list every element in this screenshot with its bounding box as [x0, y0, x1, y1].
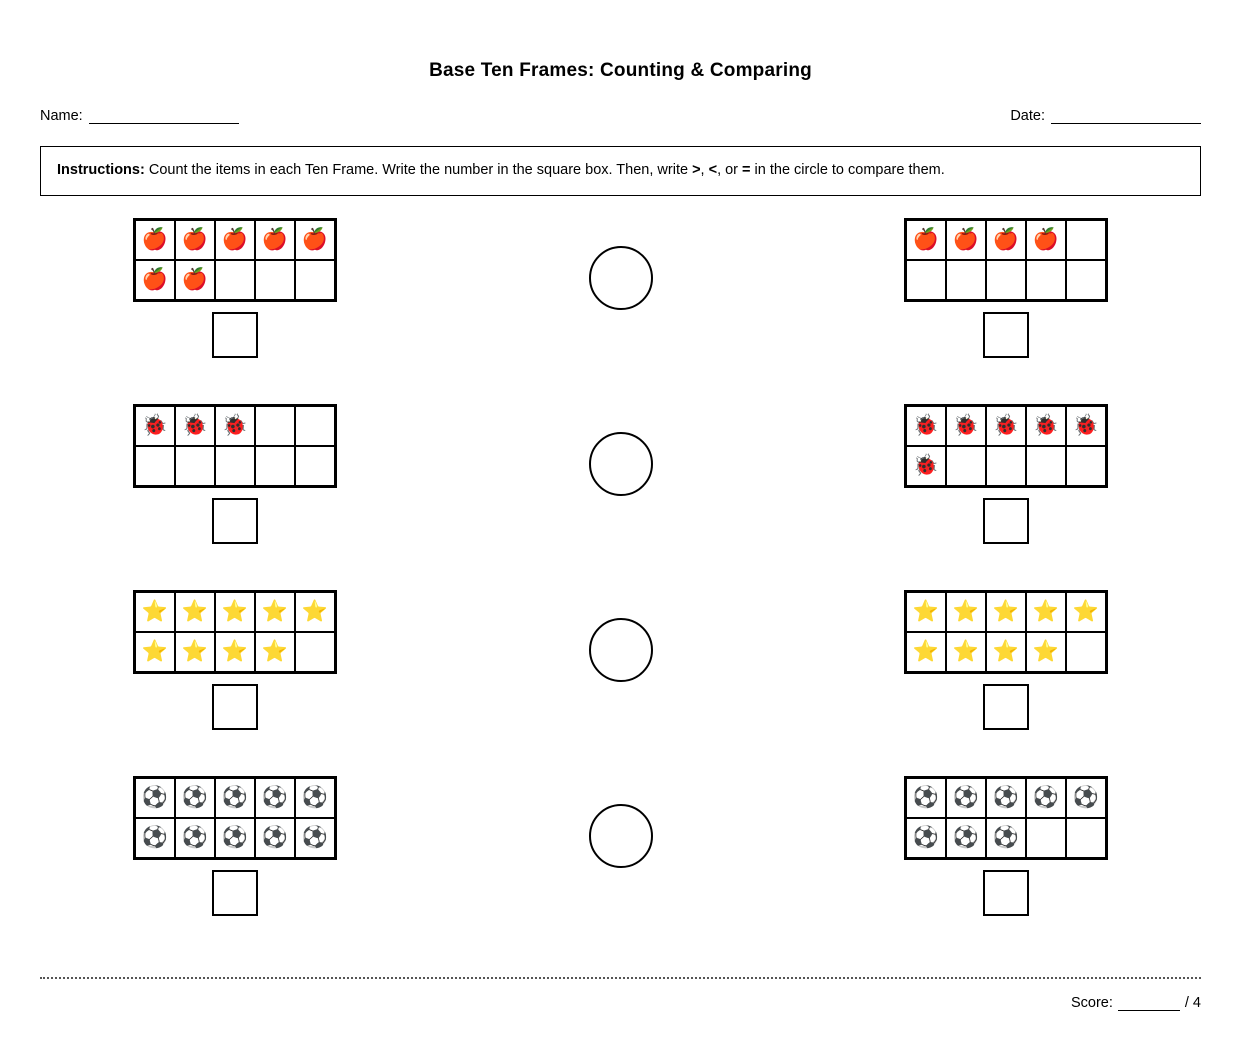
ten-frame-cell: [215, 778, 255, 818]
ten-frame-cell: [906, 446, 946, 486]
ten-frame-cell: [1066, 220, 1106, 260]
ten-frame-cell: [946, 592, 986, 632]
ten-frame: [133, 590, 337, 674]
ten-frame-cell: [1026, 632, 1066, 672]
ten-frame-cell: [946, 632, 986, 672]
soccer-ball-icon: ⚽: [221, 786, 249, 810]
soccer-ball-icon: ⚽: [221, 826, 249, 850]
score-total: / 4: [1184, 995, 1201, 1011]
ten-frame-cell: [1066, 818, 1106, 858]
ten-frame-cell: [175, 632, 215, 672]
soccer-ball-icon: ⚽: [141, 786, 169, 810]
instructions-label: Instructions:: [57, 162, 145, 178]
star-icon: ⭐: [952, 600, 980, 624]
star-icon: ⭐: [992, 640, 1020, 664]
star-icon: ⭐: [181, 640, 209, 664]
ten-frame-group-left: [115, 776, 355, 916]
ten-frame-cell: [906, 406, 946, 446]
soccer-ball-icon: ⚽: [301, 826, 329, 850]
soccer-ball-icon: ⚽: [952, 786, 980, 810]
ten-frame-cell: [175, 818, 215, 858]
ten-frame-group-right: [886, 404, 1126, 544]
comparison-area: [501, 776, 741, 868]
soccer-ball-icon: ⚽: [141, 826, 169, 850]
ten-frame-cell: [295, 778, 335, 818]
star-icon: ⭐: [261, 600, 289, 624]
footer-divider: [40, 977, 1201, 979]
ladybug-icon: 🐞: [181, 414, 209, 438]
apple-icon: 🍎: [141, 268, 169, 292]
ten-frame-cell: [1066, 260, 1106, 300]
page-title: Base Ten Frames: Counting & Comparing: [429, 60, 812, 81]
comparison-area: [501, 218, 741, 310]
instructions-text-1: Count the items in each Ten Frame. Write the number in the square box. Then, write: [144, 162, 693, 178]
score-input-line[interactable]: [1118, 997, 1180, 1011]
apple-icon: 🍎: [1032, 228, 1060, 252]
ladybug-icon: 🐞: [1032, 414, 1060, 438]
ten-frame-cell: [946, 220, 986, 260]
ten-frame-cell: [986, 446, 1026, 486]
ten-frame-cell: [986, 818, 1026, 858]
ten-frame: [904, 776, 1108, 860]
soccer-ball-icon: ⚽: [1072, 786, 1100, 810]
ladybug-icon: 🐞: [1072, 414, 1100, 438]
ten-frame-cell: [175, 446, 215, 486]
apple-icon: 🍎: [181, 268, 209, 292]
star-icon: ⭐: [912, 640, 940, 664]
ladybug-icon: 🐞: [912, 414, 940, 438]
ten-frame-cell: [135, 260, 175, 300]
soccer-ball-icon: ⚽: [1032, 786, 1060, 810]
apple-icon: 🍎: [141, 228, 169, 252]
ten-frame-cell: [1026, 220, 1066, 260]
apple-icon: 🍎: [181, 228, 209, 252]
apple-icon: 🍎: [992, 228, 1020, 252]
ten-frame-group-left: [115, 590, 355, 730]
ten-frame-cell: [1026, 260, 1066, 300]
answer-box[interactable]: [983, 312, 1029, 358]
ten-frame-cell: [295, 592, 335, 632]
ten-frame-cell: [255, 220, 295, 260]
answer-box[interactable]: [983, 498, 1029, 544]
star-icon: ⭐: [141, 640, 169, 664]
ten-frame-cell: [295, 220, 335, 260]
soccer-ball-icon: ⚽: [992, 826, 1020, 850]
ten-frame-cell: [906, 592, 946, 632]
name-field-group: [40, 108, 239, 124]
ten-frame-cell: [1066, 406, 1106, 446]
ten-frame-cell: [1026, 406, 1066, 446]
ten-frame-cell: [986, 220, 1026, 260]
apple-icon: 🍎: [912, 228, 940, 252]
problem-row: [40, 218, 1201, 404]
star-icon: ⭐: [221, 600, 249, 624]
ten-frame-group-right: [886, 590, 1126, 730]
comparison-area: [501, 404, 741, 496]
ten-frame-cell: [946, 818, 986, 858]
ten-frame-cell: [255, 592, 295, 632]
ten-frame-cell: [255, 446, 295, 486]
star-icon: ⭐: [221, 640, 249, 664]
ten-frame-cell: [215, 260, 255, 300]
ten-frame-cell: [255, 632, 295, 672]
ten-frame-cell: [906, 260, 946, 300]
ten-frame-cell: [135, 778, 175, 818]
ten-frame-cell: [906, 818, 946, 858]
ten-frame-group-right: [886, 776, 1126, 916]
ten-frame-cell: [986, 406, 1026, 446]
ten-frame-cell: [175, 220, 215, 260]
ladybug-icon: 🐞: [992, 414, 1020, 438]
answer-box[interactable]: [212, 870, 258, 916]
ten-frame-cell: [135, 406, 175, 446]
ten-frame-cell: [295, 406, 335, 446]
ten-frame-cell: [175, 592, 215, 632]
ten-frame-cell: [215, 632, 255, 672]
answer-box[interactable]: [983, 870, 1029, 916]
ten-frame-cell: [215, 818, 255, 858]
name-input-line[interactable]: [89, 110, 239, 124]
name-label: Name:: [40, 108, 83, 124]
ten-frame: [133, 404, 337, 488]
star-icon: ⭐: [1032, 640, 1060, 664]
ladybug-icon: 🐞: [221, 414, 249, 438]
problem-row: [40, 404, 1201, 590]
soccer-ball-icon: ⚽: [912, 786, 940, 810]
ten-frame-cell: [215, 220, 255, 260]
ten-frame-cell: [215, 406, 255, 446]
date-label: Date:: [1010, 108, 1045, 124]
ten-frame-cell: [255, 260, 295, 300]
answer-box[interactable]: [212, 498, 258, 544]
ten-frame-cell: [946, 260, 986, 300]
star-icon: ⭐: [912, 600, 940, 624]
soccer-ball-icon: ⚽: [181, 786, 209, 810]
ten-frame-cell: [295, 632, 335, 672]
star-icon: ⭐: [992, 600, 1020, 624]
star-icon: ⭐: [1072, 600, 1100, 624]
ten-frame-cell: [906, 220, 946, 260]
ten-frame-cell: [215, 592, 255, 632]
ten-frame-cell: [255, 818, 295, 858]
ten-frame-cell: [906, 778, 946, 818]
date-input-line[interactable]: [1051, 110, 1201, 124]
ten-frame-group-right: [886, 218, 1126, 358]
answer-box[interactable]: [212, 684, 258, 730]
star-icon: ⭐: [301, 600, 329, 624]
apple-icon: 🍎: [221, 228, 249, 252]
ten-frame-cell: [295, 446, 335, 486]
ten-frame-cell: [1066, 446, 1106, 486]
date-field-group: [1010, 108, 1201, 124]
ladybug-icon: 🐞: [952, 414, 980, 438]
ten-frame-cell: [255, 406, 295, 446]
ten-frame-cell: [1066, 632, 1106, 672]
student-meta-row: [40, 108, 1201, 124]
ten-frame-cell: [295, 260, 335, 300]
comparison-circle[interactable]: [589, 618, 653, 682]
soccer-ball-icon: ⚽: [952, 826, 980, 850]
instructions-symbol-equal: =: [742, 162, 751, 178]
ten-frame-cell: [1066, 778, 1106, 818]
soccer-ball-icon: ⚽: [261, 786, 289, 810]
ten-frame-cell: [175, 260, 215, 300]
comparison-area: [501, 590, 741, 682]
soccer-ball-icon: ⚽: [992, 786, 1020, 810]
ten-frame-cell: [175, 406, 215, 446]
comparison-circle[interactable]: [589, 246, 653, 310]
ten-frame-cell: [986, 632, 1026, 672]
ten-frame-cell: [135, 818, 175, 858]
ten-frame-cell: [255, 778, 295, 818]
problem-list: [40, 218, 1201, 962]
ten-frame-group-left: [115, 404, 355, 544]
problem-row: [40, 776, 1201, 962]
star-icon: ⭐: [952, 640, 980, 664]
ten-frame-cell: [986, 778, 1026, 818]
score-area: [1071, 995, 1201, 1011]
ten-frame-cell: [135, 632, 175, 672]
ten-frame-cell: [175, 778, 215, 818]
star-icon: ⭐: [261, 640, 289, 664]
ten-frame-cell: [295, 818, 335, 858]
ladybug-icon: 🐞: [141, 414, 169, 438]
instructions-text-4: in the circle to compare them.: [750, 162, 945, 178]
instructions-text-3: , or: [717, 162, 743, 178]
ten-frame-group-left: [115, 218, 355, 358]
ten-frame-cell: [135, 592, 175, 632]
instructions-symbol-greater: >: [692, 162, 701, 178]
ten-frame: [904, 218, 1108, 302]
ten-frame: [133, 218, 337, 302]
star-icon: ⭐: [141, 600, 169, 624]
problem-row: [40, 590, 1201, 776]
soccer-ball-icon: ⚽: [301, 786, 329, 810]
star-icon: ⭐: [1032, 600, 1060, 624]
star-icon: ⭐: [181, 600, 209, 624]
ten-frame-cell: [946, 778, 986, 818]
ten-frame-cell: [986, 260, 1026, 300]
instructions-box: [40, 146, 1201, 196]
ten-frame-cell: [946, 446, 986, 486]
ten-frame-cell: [1026, 446, 1066, 486]
soccer-ball-icon: ⚽: [181, 826, 209, 850]
ten-frame: [904, 590, 1108, 674]
answer-box[interactable]: [212, 312, 258, 358]
soccer-ball-icon: ⚽: [261, 826, 289, 850]
ten-frame-cell: [1026, 818, 1066, 858]
comparison-circle[interactable]: [589, 804, 653, 868]
ten-frame-cell: [906, 632, 946, 672]
comparison-circle[interactable]: [589, 432, 653, 496]
score-label: Score:: [1070, 995, 1113, 1011]
ten-frame-cell: [215, 446, 255, 486]
ten-frame: [904, 404, 1108, 488]
apple-icon: 🍎: [301, 228, 329, 252]
apple-icon: 🍎: [952, 228, 980, 252]
ten-frame-cell: [986, 592, 1026, 632]
instructions-text-2: ,: [700, 162, 709, 178]
ten-frame: [133, 776, 337, 860]
ten-frame-cell: [946, 406, 986, 446]
ladybug-icon: 🐞: [912, 454, 940, 478]
soccer-ball-icon: ⚽: [912, 826, 940, 850]
instructions-symbol-less: <: [708, 162, 718, 178]
ten-frame-cell: [1026, 592, 1066, 632]
ten-frame-cell: [135, 220, 175, 260]
apple-icon: 🍎: [261, 228, 289, 252]
ten-frame-cell: [1066, 592, 1106, 632]
ten-frame-cell: [135, 446, 175, 486]
answer-box[interactable]: [983, 684, 1029, 730]
ten-frame-cell: [1026, 778, 1066, 818]
